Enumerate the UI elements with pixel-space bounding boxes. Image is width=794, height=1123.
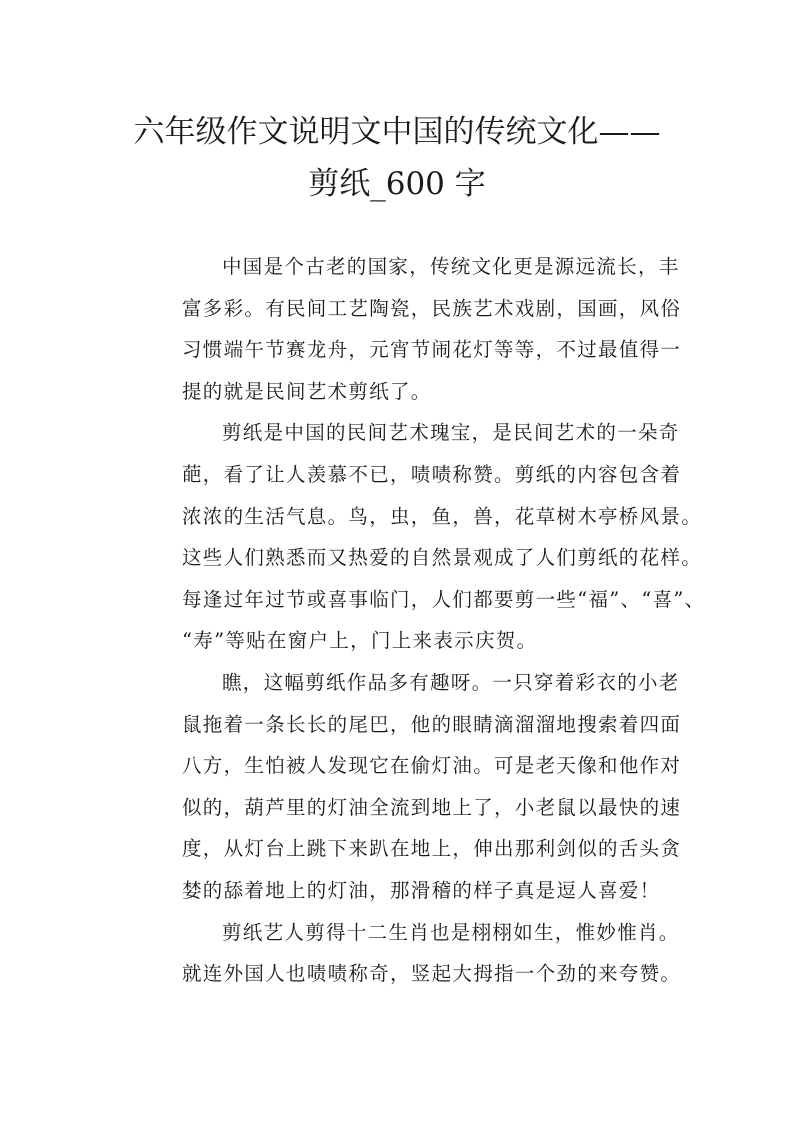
text-line: 似的，葫芦里的灯油全流到地上了，小老鼠以最快的速 (182, 795, 682, 819)
text-line: 富多彩。有民间工艺陶瓷，民族艺术戏剧，国画，风俗 (182, 296, 682, 320)
text-line: 这些人们熟悉而又热爱的自然景观成了人们剪纸的花样。 (182, 546, 703, 570)
text-line: 剪纸艺人剪得十二生肖也是栩栩如生，惟妙惟肖。 (222, 920, 680, 944)
text-line: 每逢过年过节或喜事临门，人们都要剪一些“福”、“喜”、 (182, 587, 706, 611)
paragraph-4 (143, 912, 683, 995)
paragraph-2 (143, 412, 706, 662)
text-line: 八方，生怕被人发现它在偷灯油。可是老天像和他作对 (182, 754, 682, 778)
text-line: “寿”等贴在窗户上，门上来表示庆贺。 (182, 629, 538, 653)
title-line-2: 剪纸_600 字 (308, 166, 486, 202)
title-line-1: 六年级作文说明文中国的传统文化—— (133, 114, 661, 150)
text-line: 习惯端午节赛龙舟，元宵节闹花灯等等，不过最值得一 (182, 338, 682, 362)
text-line: 度，从灯台上跳下来趴在地上，伸出那利剑似的舌头贪 (182, 837, 682, 861)
paragraph-3 (143, 662, 683, 912)
text-line: 婪的舔着地上的灯油，那滑稽的样子真是逗人喜爱！ (182, 878, 661, 902)
text-line: 鼠拖着一条长长的尾巴，他的眼睛滴溜溜地搜索着四面 (182, 712, 682, 736)
text-line: 提的就是民间艺术剪纸了。 (182, 379, 432, 403)
document-title (100, 106, 694, 210)
text-line: 葩，看了让人羡慕不已，啧啧称赞。剪纸的内容包含着 (182, 462, 682, 486)
text-line: 剪纸是中国的民间艺术瑰宝，是民间艺术的一朵奇 (222, 421, 680, 445)
text-line: 中国是个古老的国家，传统文化更是源远流长，丰 (222, 255, 680, 278)
paragraph-1 (143, 246, 683, 412)
article-body (143, 246, 706, 995)
text-line: 瞧，这幅剪纸作品多有趣呀。一只穿着彩衣的小老 (222, 670, 680, 694)
text-line: 浓浓的生活气息。鸟，虫，鱼，兽，花草树木亭桥风景。 (182, 504, 703, 528)
text-line: 就连外国人也啧啧称奇，竖起大拇指一个劲的来夸赞。 (182, 962, 682, 986)
